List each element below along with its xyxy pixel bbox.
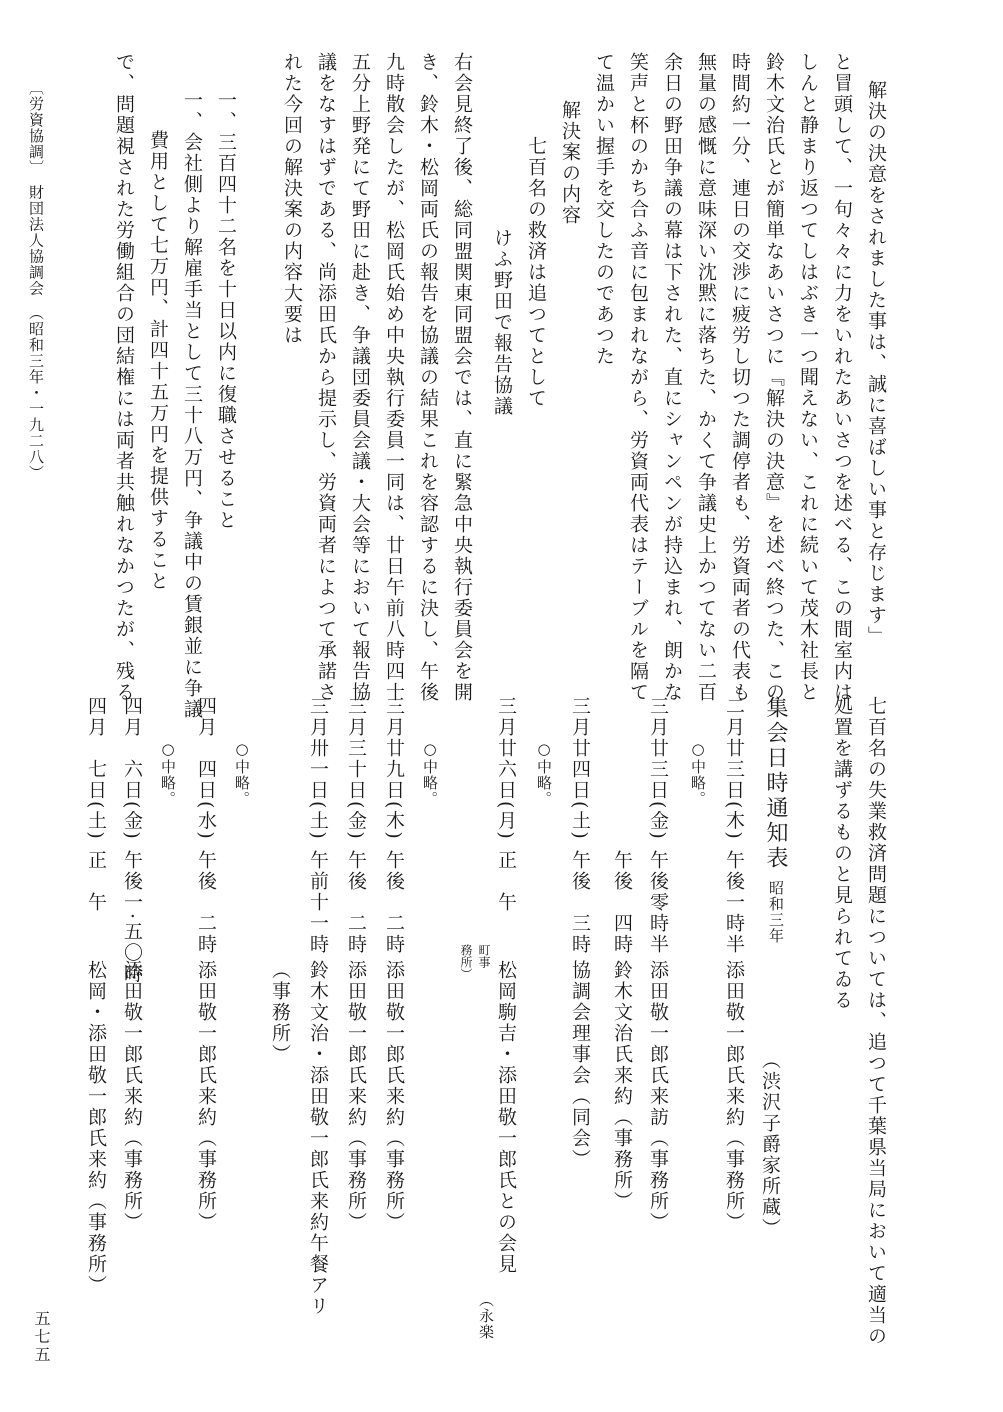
table-row-event: 松岡駒吉・添田敬一郎氏との会見: [495, 960, 517, 1275]
table-row-event: 添田敬一郎氏来約（事務所）: [121, 960, 143, 1233]
table-row-paren-bottom: 務所）: [459, 944, 473, 980]
table-row-date: 四月 七日(土): [85, 696, 107, 841]
table-row-time: 午後零時半: [647, 850, 669, 955]
table-row-event: 添田敬一郎氏来約（事務所）: [383, 960, 405, 1233]
subheading: けふ野田で報告協議: [491, 228, 513, 417]
table-row-time: 午後 二時: [383, 850, 405, 955]
table-row-event: 添田敬一郎氏来約（事務所）: [345, 960, 367, 1233]
omission-note: ○中略。: [421, 740, 439, 807]
table-row-event: 協調会理事会（同会）: [569, 960, 591, 1170]
table-row-event: 添田敬一郎氏来約（事務所）: [723, 960, 745, 1233]
running-header: 〔労資協調〕 財団法人協調会 （昭和三年・一九二八）: [27, 80, 45, 481]
page-number: 五七五: [32, 1310, 51, 1364]
table-row-paren-top: 町事: [477, 944, 491, 968]
omission-note: ○中略。: [535, 740, 553, 807]
table-row-event: 鈴木文治・添田敬一郎氏来約午餐アリ: [307, 960, 329, 1317]
table-row-date: 三月廿四日(土): [569, 696, 591, 841]
omission-note: ○中略。: [689, 740, 707, 807]
table-row-date: 四月 四日(水): [195, 696, 217, 841]
text-column: 時間約一分、連日の交渉に疲労し切つた調停者も、労資両者の代表も: [729, 52, 751, 703]
text-column: 七百名の失業救済問題については、追つて千葉県当局において適当の: [865, 696, 887, 1347]
text-column: 議をなすはずである、尚添田氏から提示し、労資両者によつて承諾さ: [315, 52, 337, 703]
table-row-time: 午後 二時: [195, 850, 217, 955]
table-row-date: 三月三十日(金): [345, 696, 367, 841]
subheading: 解決案の内容: [559, 100, 581, 226]
table-row-event: （事務所）: [269, 960, 291, 1065]
text-column: 九時散会したが、松岡氏始め中央執行委員一同は、廿日午前八時四十: [383, 52, 405, 703]
table-row-time: 午後 四時: [611, 850, 633, 955]
table-row-event: 添田敬一郎氏来約（事務所）: [195, 960, 217, 1233]
text-column: と冒頭して、一句々々に力をいれたあいさつを述べる、この間室内は: [831, 52, 853, 703]
text-column: れた今回の解決案の内容大要は: [281, 52, 303, 346]
table-row-date: 三月廿九日(木): [383, 696, 405, 841]
table-row-trail: （永楽: [477, 1292, 495, 1340]
omission-note: ○中略。: [159, 740, 177, 807]
list-item: 一、三百四十二名を十日以内に復職させること: [215, 90, 237, 531]
table-row-time: 午後 三時: [569, 850, 591, 955]
text-column: しんと静まり返つてしはぶき一つ聞えない、これに続いて茂木社長と: [797, 52, 819, 703]
text-column: 五分上野発にて野田に赴き、争議団委員会議・大会等において報告協: [349, 52, 371, 703]
table-row-event: 添田敬一郎氏来訪（事務所）: [647, 960, 669, 1233]
text-column: き、鈴木・松岡両氏の報告を協議の結果これを容認するに決し、午後: [417, 52, 439, 703]
table-source: （渋沢子爵家所蔵）: [759, 1050, 781, 1239]
table-row-event: 鈴木文治氏来約（事務所）: [611, 960, 633, 1212]
table-row-date: 二月廿三日(木): [723, 696, 745, 841]
table-row-time: 午後一·五〇時: [121, 850, 143, 985]
list-item: 一、会社側より解雇手当として三十八万円、争議中の賃銀並に争議: [181, 90, 203, 720]
table-row-time: 正 午: [495, 850, 517, 913]
table-row-time: 午後 二時: [345, 850, 367, 955]
text-column: 余日の野田争議の幕は下された、直にシャンペンが持込まれ、朗かな: [661, 52, 683, 703]
text-column: で、問題視された労働組合の団結権には両者共触れなかつたが、残る: [113, 52, 135, 703]
text-column: 笑声と杯のかち合ふ音に包まれながら、労資両代表はテーブルを隔て: [627, 52, 649, 703]
text-column: 鈴木文治氏とが簡単なあいさつに『解決の決意』を述べ終つた、この: [763, 52, 785, 703]
text-column: 解決の決意をされました事は、誠に喜ばしい事と存じます」: [865, 80, 887, 647]
list-item: 費用として七万円、計四十五万円を提供すること: [147, 130, 169, 592]
text-column: て温かい握手を交したのであつた: [593, 52, 615, 367]
table-title: 集会日時通知表: [763, 696, 788, 871]
omission-note: ○中略。: [233, 740, 251, 807]
text-column: 無量の感慨に意味深い沈黙に落ちた、かくて争議史上かつてない二百: [695, 52, 717, 703]
text-column: 処置を講ずるものと見られてゐる: [831, 696, 853, 1011]
table-row-time: 午前十一時: [307, 850, 329, 955]
table-row-date: 三月廿三日(金): [647, 696, 669, 841]
subheading: 七百名の救済は追つてとして: [525, 136, 547, 409]
table-row-date: 三月廿六日(月): [495, 696, 517, 841]
table-row-time: 正 午: [85, 850, 107, 913]
text-column: 右会見終了後、総同盟関東同盟会では、直に緊急中央執行委員会を開: [451, 52, 473, 703]
table-row-event: 松岡・添田敬一郎氏来約（事務所）: [85, 960, 107, 1296]
table-row-date: 四月 六日(金): [121, 696, 143, 841]
table-row-date: 三月卅一日(土): [307, 696, 329, 841]
table-row-time: 午後一時半: [723, 850, 745, 955]
table-era: 昭和三年: [767, 880, 785, 944]
